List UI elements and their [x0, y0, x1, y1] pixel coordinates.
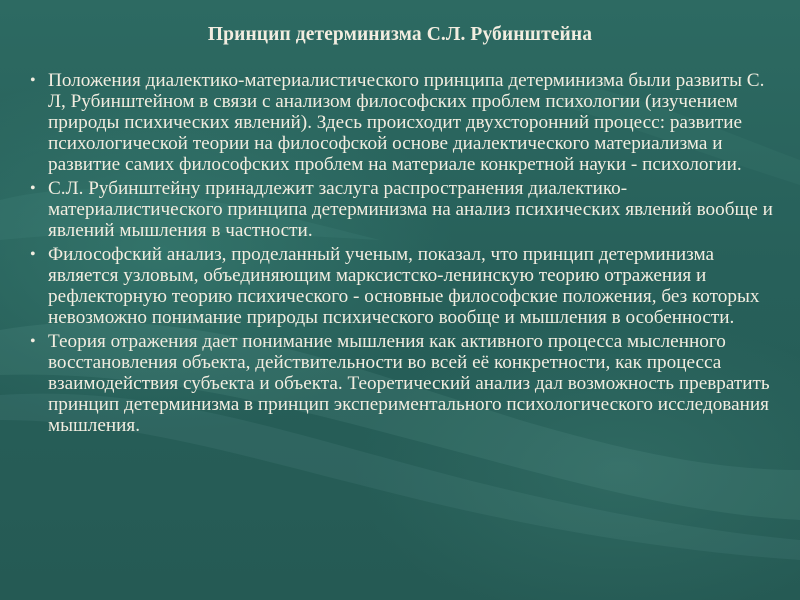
- bullet-item: [30, 70, 780, 175]
- slide-title: Принцип детерминизма С.Л. Рубинштейна: [207, 24, 593, 45]
- bullet-item: [30, 244, 780, 328]
- bullet-text: Теория отражения дает понимание мышления как активного процесса мысленного восстановления объекта, действительности во всей её конкретности, как процесса взаимодействия субъекта и объекта. Теоретический анализ дал возможность превратить принцип детерминизма в принцип экспериментального психологического исследования мышления.: [48, 331, 770, 436]
- bullet-marker: •: [30, 72, 36, 89]
- bullet-text: Философский анализ, проделанный ученым, показал, что принцип детерминизма является узловым, объединяющим марксистско-ленинскую теорию отражения и рефлекторную теорию психического - основные философские положения, без которых невозможно понимание природы психического вообще и мышления в особенности.: [48, 244, 760, 328]
- bullet-list: [30, 70, 780, 439]
- bullet-marker: •: [30, 333, 36, 350]
- bullet-text: Положения диалектико-материалистического принципа детерминизма были развиты С. Л, Рубинштейном в связи с анализом философских проблем психологии (изучением природы психических явлений). Здесь происходит двухсторонний процесс: развитие психологической теории на философской основе диалектического материализма и развитие самих философских проблем на материале конкретной науки - психологии.: [48, 70, 765, 175]
- bullet-item: [30, 331, 780, 436]
- bullet-text: С.Л. Рубинштейну принадлежит заслуга распространения диалектико-материалистического принципа детерминизма на анализ психических явлений вообще и явлений мышления в частности.: [48, 178, 773, 241]
- bullet-item: [30, 178, 780, 241]
- bullet-marker: •: [30, 246, 36, 263]
- bullet-marker: •: [30, 180, 36, 197]
